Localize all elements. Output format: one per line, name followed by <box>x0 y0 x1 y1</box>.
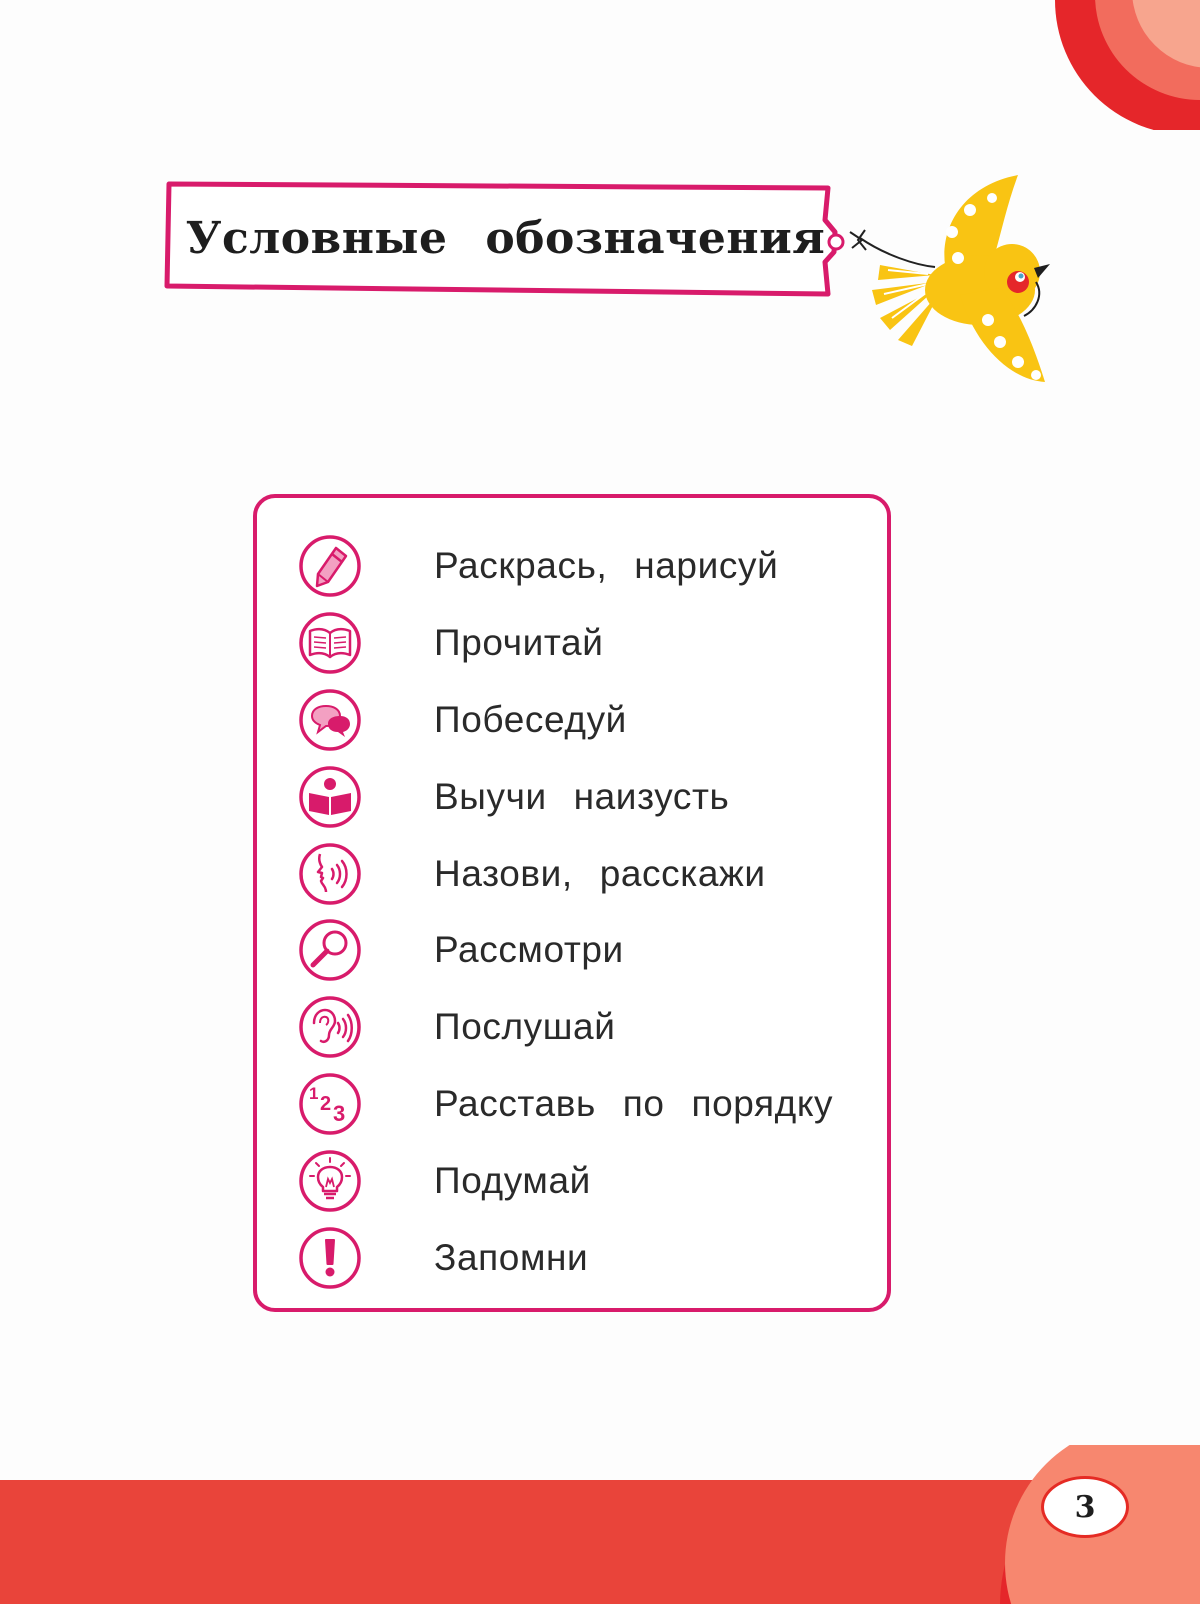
speech-bubbles-icon <box>298 688 362 752</box>
legend-item-read <box>298 605 878 682</box>
legend-label: Побеседуй <box>434 698 627 740</box>
svg-text:2: 2 <box>320 1092 332 1115</box>
legend-item-memorize <box>298 758 878 835</box>
open-book-icon <box>298 611 362 675</box>
legend-item-draw <box>298 528 878 605</box>
legend-label: Расставь по порядку <box>434 1082 834 1124</box>
corner-decoration-top <box>1040 0 1200 130</box>
legend-label: Послушай <box>434 1006 616 1048</box>
legend-item-think <box>298 1142 878 1219</box>
legend-label: Раскрась, нарисуй <box>434 545 779 587</box>
legend-label: Подумай <box>434 1159 591 1201</box>
exclamation-icon <box>298 1226 362 1290</box>
bird-illustration <box>840 170 1080 400</box>
legend-label: Рассмотри <box>434 929 624 971</box>
legend-item-listen <box>298 989 878 1066</box>
legend-list <box>298 528 878 1296</box>
pencil-icon <box>298 534 362 598</box>
ear-icon <box>298 995 362 1059</box>
legend-item-examine <box>298 912 878 989</box>
legend-item-talk <box>298 682 878 759</box>
legend-item-tell <box>298 835 878 912</box>
legend-label: Выучи наизусть <box>434 775 730 817</box>
legend-item-order <box>298 1066 878 1143</box>
svg-text:1: 1 <box>309 1083 319 1103</box>
page-number: 3 <box>1041 1476 1129 1538</box>
speaking-head-icon <box>298 842 362 906</box>
svg-text:3: 3 <box>333 1100 346 1126</box>
page-title: Условные обозначения <box>185 212 826 264</box>
light-bulb-icon <box>298 1149 362 1213</box>
numbers-123-icon <box>298 1072 362 1136</box>
legend-label: Запомни <box>434 1236 589 1278</box>
magnifier-icon <box>298 918 362 982</box>
legend-label: Назови, расскажи <box>434 852 766 894</box>
legend-item-remember <box>298 1219 878 1296</box>
legend-label: Прочитай <box>434 622 604 664</box>
reading-person-icon <box>298 765 362 829</box>
